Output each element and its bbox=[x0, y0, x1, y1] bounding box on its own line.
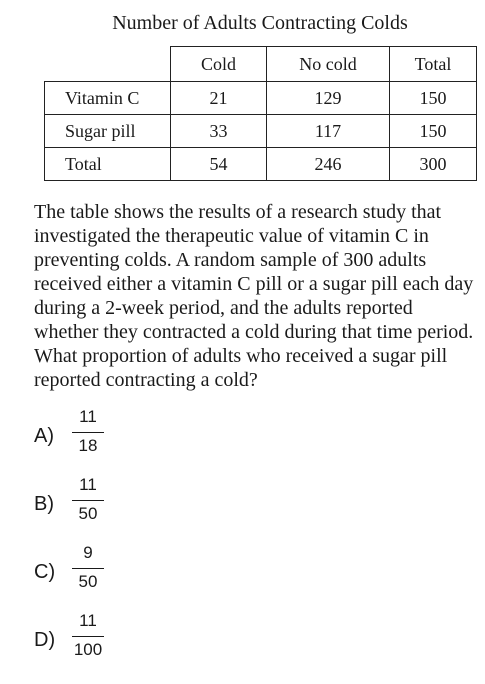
cell-sugar-pill-cold: 33 bbox=[171, 115, 267, 148]
fraction-bar bbox=[72, 432, 104, 433]
choice-fraction bbox=[72, 542, 104, 593]
choice-fraction bbox=[72, 610, 104, 661]
cell-total-no-cold: 246 bbox=[267, 148, 390, 181]
choice-fraction bbox=[72, 474, 104, 525]
fraction-bar bbox=[72, 636, 104, 637]
cell-total-cold: 54 bbox=[171, 148, 267, 181]
header-blank-cell bbox=[45, 47, 171, 82]
header-cold: Cold bbox=[171, 47, 267, 82]
table-title: Number of Adults Contracting Colds bbox=[112, 12, 408, 34]
cell-vitamin-c-total: 150 bbox=[390, 82, 477, 115]
choice-letter: C) bbox=[34, 561, 56, 583]
fraction-bar bbox=[72, 500, 104, 501]
cell-vitamin-c-no-cold: 129 bbox=[267, 82, 390, 115]
cold-study-table bbox=[44, 46, 477, 181]
answer-choice-d[interactable] bbox=[34, 610, 154, 670]
fraction-numerator: 11 bbox=[79, 611, 97, 630]
table-row bbox=[45, 115, 477, 148]
fraction-numerator: 11 bbox=[79, 407, 97, 426]
fraction-denominator: 18 bbox=[78, 436, 98, 455]
cell-sugar-pill-total: 150 bbox=[390, 115, 477, 148]
row-label-total: Total bbox=[45, 148, 171, 181]
choice-letter: A) bbox=[34, 425, 54, 447]
fraction-denominator: 50 bbox=[78, 572, 98, 591]
fraction-denominator: 50 bbox=[78, 504, 98, 523]
header-total: Total bbox=[390, 47, 477, 82]
answer-choice-c[interactable] bbox=[34, 542, 154, 602]
row-label-vitamin-c: Vitamin C bbox=[45, 82, 171, 115]
row-label-sugar-pill: Sugar pill bbox=[45, 115, 171, 148]
header-no-cold: No cold bbox=[267, 47, 390, 82]
fraction-numerator: 9 bbox=[83, 543, 93, 562]
cell-vitamin-c-cold: 21 bbox=[171, 82, 267, 115]
choice-letter: D) bbox=[34, 629, 56, 651]
fraction-numerator: 11 bbox=[79, 475, 97, 494]
table-row bbox=[45, 82, 477, 115]
choice-letter: B) bbox=[34, 493, 54, 515]
table-row bbox=[45, 148, 477, 181]
fraction-bar bbox=[72, 568, 104, 569]
choice-fraction bbox=[72, 406, 104, 457]
fraction-denominator: 100 bbox=[73, 640, 103, 659]
question-text: The table shows the results of a research study that investigated the therapeutic value of vitamin C in preventing colds. A random sample of 300 adults received either a vitamin C pill or a sugar pill each day during a 2-week period, and the adults reported whether they contracted a cold during that time period. What proportion of adults who received a sugar pill reported contracting a cold? bbox=[34, 201, 474, 391]
cell-sugar-pill-no-cold: 117 bbox=[267, 115, 390, 148]
cell-total-total: 300 bbox=[390, 148, 477, 181]
answer-choice-b[interactable] bbox=[34, 474, 154, 534]
table-header-row bbox=[45, 47, 477, 82]
answer-choice-a[interactable] bbox=[34, 406, 154, 466]
